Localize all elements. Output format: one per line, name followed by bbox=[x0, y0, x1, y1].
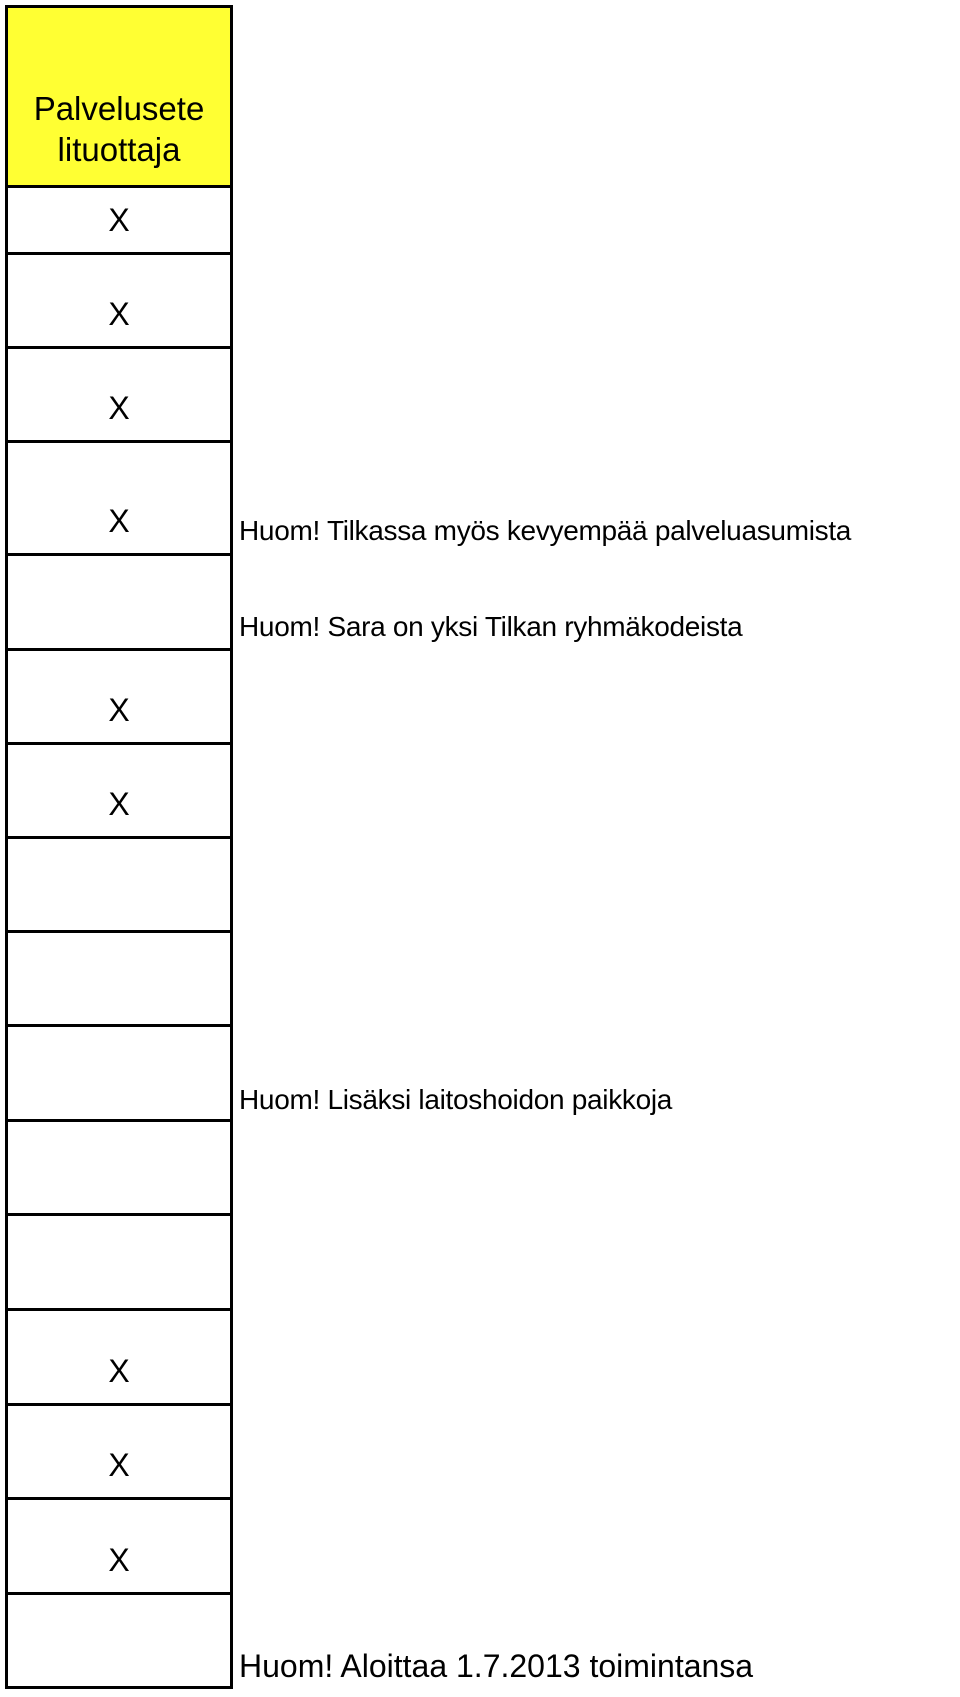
table-cell: X bbox=[5, 349, 233, 443]
table-cell bbox=[5, 1216, 233, 1311]
table-cell bbox=[5, 933, 233, 1027]
table-cell: X bbox=[5, 188, 233, 255]
table-cell: X bbox=[5, 255, 233, 349]
table-cell bbox=[5, 839, 233, 933]
table-cell bbox=[5, 1027, 233, 1122]
table-cell: X bbox=[5, 1311, 233, 1406]
table-cell: X bbox=[5, 1406, 233, 1500]
table-cell bbox=[5, 1122, 233, 1216]
table-cell: X bbox=[5, 651, 233, 745]
column-header: Palvelusete lituottaja bbox=[5, 5, 233, 188]
provider-column bbox=[5, 5, 233, 1689]
note-text: Huom! Aloittaa 1.7.2013 toimintansa bbox=[239, 1648, 754, 1684]
table-cell: X bbox=[5, 443, 233, 556]
table-cell bbox=[5, 556, 233, 651]
note-text: Huom! Sara on yksi Tilkan ryhmäkodeista bbox=[239, 611, 743, 642]
table-cell: X bbox=[5, 1500, 233, 1595]
note-text: Huom! Lisäksi laitoshoidon paikkoja bbox=[239, 1084, 673, 1115]
note-text: Huom! Tilkassa myös kevyempää palveluasumista bbox=[239, 515, 852, 546]
table-cell: X bbox=[5, 745, 233, 839]
table-cell bbox=[5, 1595, 233, 1689]
